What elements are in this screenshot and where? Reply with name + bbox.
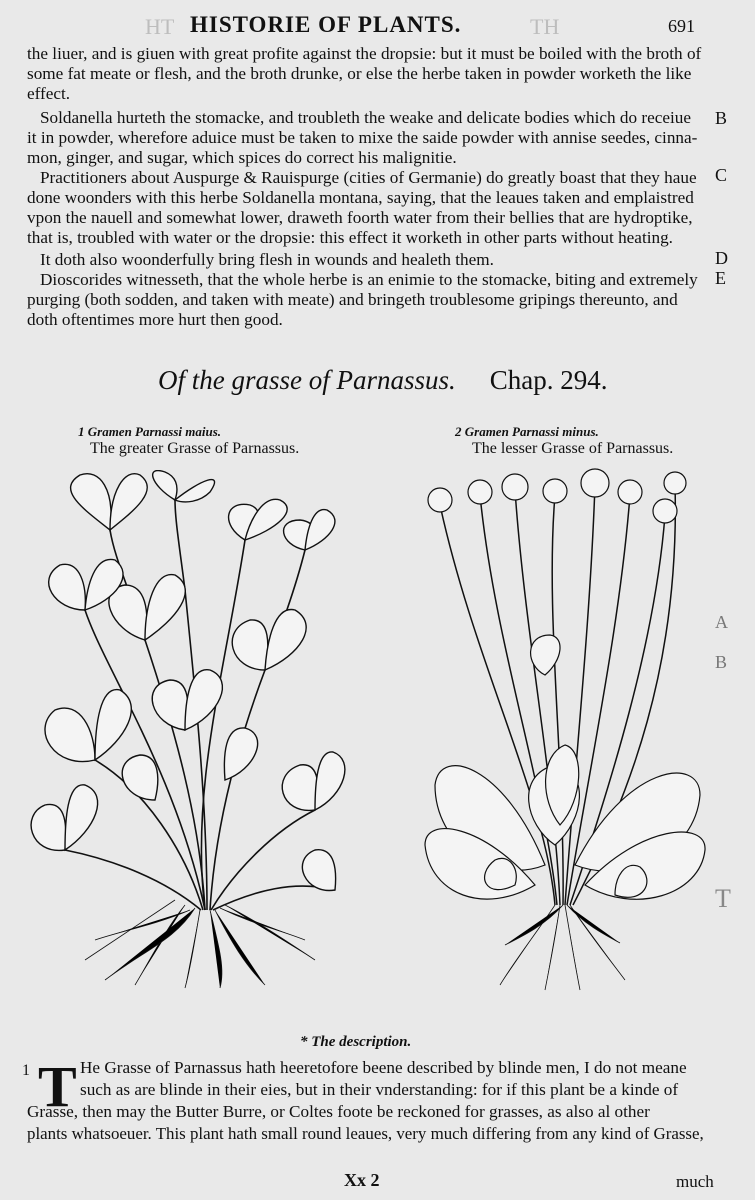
running-head bbox=[0, 6, 755, 40]
show-through-text-right: TH bbox=[530, 14, 560, 39]
margin-letter: B bbox=[715, 108, 728, 128]
text-line: such as are blinde in their eies, but in their vnderstanding: for if this plant be a kinde of bbox=[80, 1080, 679, 1099]
page-number: 691 bbox=[668, 16, 695, 36]
figure-1-latin-caption: 1 Gramen Parnassi maius. bbox=[78, 424, 222, 439]
text-line: done woonders with this herbe Soldanella montana, saying, that the leaues taken and emplaistred bbox=[27, 188, 694, 207]
text-line: effect. bbox=[27, 84, 71, 103]
page-title: HISTORIE OF PLANTS. bbox=[190, 12, 462, 37]
text-line: that is, troubled with water or the dropsie: this effect it worketh in other parts without heating. bbox=[27, 228, 673, 247]
text-line: the liuer, and is giuen with great profite against the dropsie: but it must be boiled with the broth of bbox=[27, 44, 702, 63]
woodcut-greater-grasse-of-parnassus bbox=[25, 470, 355, 990]
show-through-text-left: HT bbox=[145, 14, 175, 39]
text-line: Dioscorides witnesseth, that the whole herbe is an enimie to the stomacke, biting and extremely bbox=[40, 270, 698, 289]
margin-letter: D bbox=[715, 248, 728, 268]
text-line: It doth also woonderfully bring flesh in wounds and healeth them. bbox=[40, 250, 494, 269]
text-line: purging (both sodden, and taken with meate) and bringeth troublesome gripings thereunto, and bbox=[27, 290, 678, 309]
text-line: it in powder, wherefore aduice must be taken to mixe the saide powder with annise seedes, cinna- bbox=[27, 128, 698, 147]
margin-letter: C bbox=[715, 165, 728, 185]
catchword: much bbox=[676, 1172, 714, 1191]
text-line: plants whatsoeuer. This plant hath small round leaues, very much differing from any kind of Grasse, bbox=[27, 1124, 704, 1143]
margin-letter: B bbox=[715, 652, 728, 672]
figure-1-english-caption: The greater Grasse of Parnassus. bbox=[90, 440, 300, 457]
section-heading: * The description. bbox=[300, 1034, 412, 1050]
chapter-heading bbox=[158, 365, 608, 396]
signature-mark: Xx 2 bbox=[344, 1170, 380, 1190]
margin-letter: A bbox=[715, 612, 728, 632]
text-line: some fat meate or flesh, and the broth drunke, or else the herbe taken in powder worketh the like bbox=[27, 64, 692, 83]
margin-letter: E bbox=[715, 268, 726, 288]
text-line: Grasse, then may the Butter Burre, or Coltes foote be reckoned for grasses, as also al other bbox=[27, 1102, 650, 1121]
text-line: He Grasse of Parnassus hath heeretofore beene described by blinde men, I do not meane bbox=[80, 1058, 687, 1077]
chapter-number: Chap. 294. bbox=[489, 365, 608, 395]
section-number: 1 bbox=[22, 1062, 30, 1079]
text-line: vpon the nauell and somewhat lower, draweth foorth water from their bellies that are hydroptike, bbox=[27, 208, 693, 227]
margin-letter: T bbox=[715, 884, 731, 913]
text-line: doth oftentimes more hurt then good. bbox=[27, 310, 283, 329]
text-line: mon, ginger, and sugar, which spices do correct his malignitie. bbox=[27, 148, 457, 167]
figure-2-latin-caption: 2 Gramen Parnassi minus. bbox=[455, 424, 599, 439]
woodcut-lesser-grasse-of-parnassus bbox=[415, 465, 715, 995]
text-line: Practitioners about Auspurge & Rauispurge (cities of Germanie) do greatly boast that they haue bbox=[40, 168, 697, 187]
text-line: Soldanella hurteth the stomacke, and troubleth the weake and delicate bodies which do receiue bbox=[40, 108, 691, 127]
figure-2-english-caption: The lesser Grasse of Parnassus. bbox=[472, 440, 674, 457]
chapter-title: Of the grasse of Parnassus. bbox=[158, 365, 456, 395]
drop-cap: T bbox=[38, 1054, 77, 1119]
